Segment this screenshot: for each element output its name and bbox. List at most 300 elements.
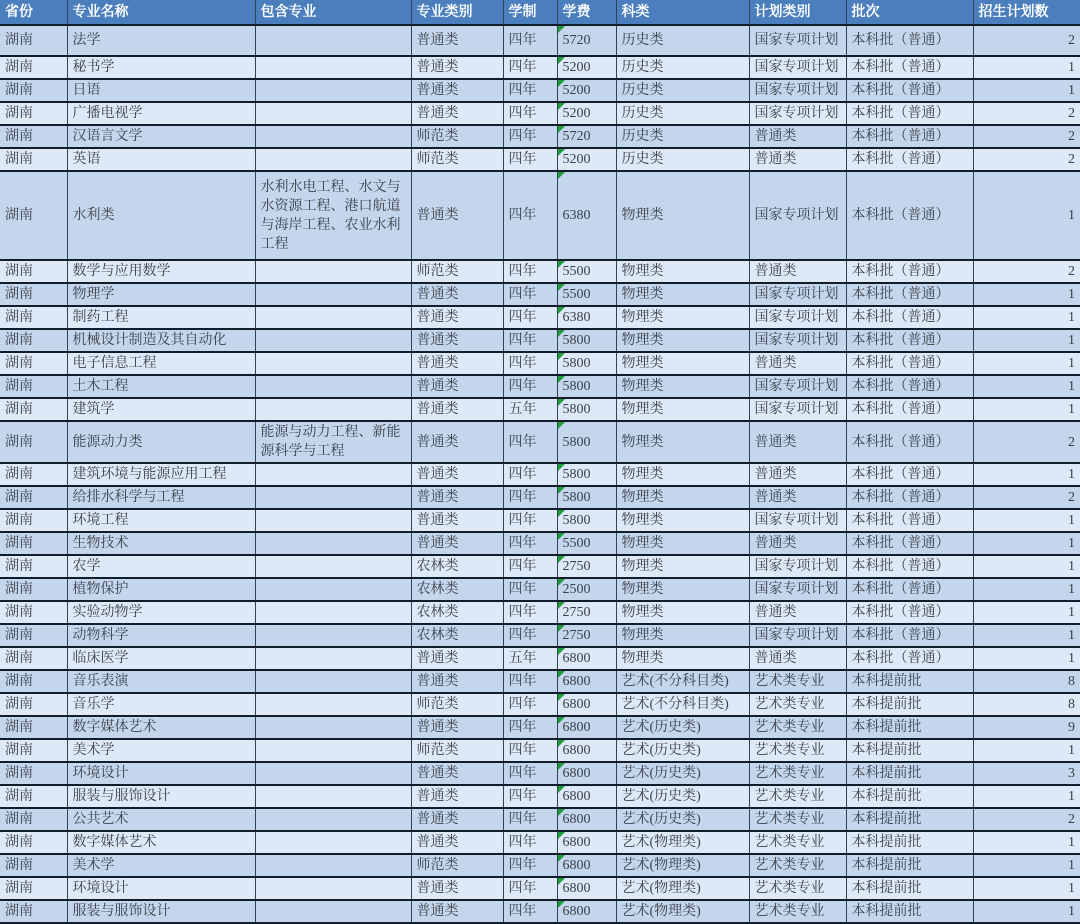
cell-included[interactable] bbox=[255, 306, 411, 329]
cell-province[interactable]: 湖南 bbox=[0, 102, 67, 125]
cell-subject[interactable]: 物理类 bbox=[616, 486, 749, 509]
cell-plan_type[interactable]: 艺术类专业 bbox=[749, 670, 846, 693]
cell-duration[interactable]: 四年 bbox=[503, 808, 557, 831]
cell-category[interactable]: 普通类 bbox=[411, 375, 503, 398]
cell-major[interactable]: 数字媒体艺术 bbox=[67, 716, 255, 739]
cell-fee[interactable]: 6800 bbox=[557, 808, 616, 831]
cell-included[interactable] bbox=[255, 375, 411, 398]
cell-category[interactable]: 普通类 bbox=[411, 532, 503, 555]
cell-category[interactable]: 农林类 bbox=[411, 555, 503, 578]
cell-province[interactable]: 湖南 bbox=[0, 693, 67, 716]
cell-plan_type[interactable]: 艺术类专业 bbox=[749, 716, 846, 739]
cell-subject[interactable]: 物理类 bbox=[616, 509, 749, 532]
cell-plan_type[interactable]: 艺术类专业 bbox=[749, 808, 846, 831]
cell-major[interactable]: 日语 bbox=[67, 79, 255, 102]
cell-province[interactable]: 湖南 bbox=[0, 25, 67, 56]
cell-fee[interactable]: 5200 bbox=[557, 148, 616, 171]
cell-subject[interactable]: 物理类 bbox=[616, 421, 749, 463]
cell-count[interactable]: 1 bbox=[973, 624, 1080, 647]
cell-category[interactable]: 普通类 bbox=[411, 352, 503, 375]
cell-batch[interactable]: 本科批（普通） bbox=[846, 171, 973, 260]
cell-subject[interactable]: 艺术(不分科目类) bbox=[616, 670, 749, 693]
cell-province[interactable]: 湖南 bbox=[0, 555, 67, 578]
cell-major[interactable]: 法学 bbox=[67, 25, 255, 56]
cell-province[interactable]: 湖南 bbox=[0, 306, 67, 329]
cell-province[interactable]: 湖南 bbox=[0, 808, 67, 831]
cell-included[interactable] bbox=[255, 283, 411, 306]
cell-duration[interactable]: 四年 bbox=[503, 329, 557, 352]
cell-subject[interactable]: 艺术(历史类) bbox=[616, 739, 749, 762]
cell-included[interactable] bbox=[255, 578, 411, 601]
cell-province[interactable]: 湖南 bbox=[0, 486, 67, 509]
cell-province[interactable]: 湖南 bbox=[0, 532, 67, 555]
cell-plan_type[interactable]: 国家专项计划 bbox=[749, 102, 846, 125]
cell-category[interactable]: 普通类 bbox=[411, 25, 503, 56]
cell-batch[interactable]: 本科批（普通） bbox=[846, 25, 973, 56]
cell-batch[interactable]: 本科批（普通） bbox=[846, 647, 973, 670]
cell-category[interactable]: 普通类 bbox=[411, 900, 503, 923]
cell-province[interactable]: 湖南 bbox=[0, 79, 67, 102]
cell-province[interactable]: 湖南 bbox=[0, 171, 67, 260]
cell-count[interactable]: 9 bbox=[973, 716, 1080, 739]
cell-batch[interactable]: 本科提前批 bbox=[846, 854, 973, 877]
cell-province[interactable]: 湖南 bbox=[0, 148, 67, 171]
cell-major[interactable]: 机械设计制造及其自动化 bbox=[67, 329, 255, 352]
cell-count[interactable]: 1 bbox=[973, 352, 1080, 375]
cell-category[interactable]: 普通类 bbox=[411, 808, 503, 831]
cell-included[interactable] bbox=[255, 877, 411, 900]
cell-batch[interactable]: 本科批（普通） bbox=[846, 102, 973, 125]
cell-count[interactable]: 1 bbox=[973, 854, 1080, 877]
cell-fee[interactable]: 6800 bbox=[557, 739, 616, 762]
cell-major[interactable]: 临床医学 bbox=[67, 647, 255, 670]
cell-batch[interactable]: 本科批（普通） bbox=[846, 260, 973, 283]
cell-category[interactable]: 普通类 bbox=[411, 762, 503, 785]
cell-batch[interactable]: 本科提前批 bbox=[846, 785, 973, 808]
cell-plan_type[interactable]: 国家专项计划 bbox=[749, 509, 846, 532]
cell-province[interactable]: 湖南 bbox=[0, 352, 67, 375]
cell-major[interactable]: 音乐学 bbox=[67, 693, 255, 716]
cell-major[interactable]: 环境设计 bbox=[67, 877, 255, 900]
cell-duration[interactable]: 四年 bbox=[503, 283, 557, 306]
cell-category[interactable]: 普通类 bbox=[411, 283, 503, 306]
cell-plan_type[interactable]: 艺术类专业 bbox=[749, 831, 846, 854]
cell-major[interactable]: 环境工程 bbox=[67, 509, 255, 532]
cell-included[interactable] bbox=[255, 148, 411, 171]
cell-plan_type[interactable]: 国家专项计划 bbox=[749, 555, 846, 578]
cell-fee[interactable]: 5500 bbox=[557, 283, 616, 306]
cell-province[interactable]: 湖南 bbox=[0, 716, 67, 739]
cell-duration[interactable]: 四年 bbox=[503, 486, 557, 509]
cell-batch[interactable]: 本科批（普通） bbox=[846, 329, 973, 352]
cell-fee[interactable]: 6800 bbox=[557, 900, 616, 923]
cell-category[interactable]: 普通类 bbox=[411, 421, 503, 463]
cell-count[interactable]: 8 bbox=[973, 670, 1080, 693]
cell-subject[interactable]: 物理类 bbox=[616, 398, 749, 421]
cell-duration[interactable]: 四年 bbox=[503, 375, 557, 398]
cell-province[interactable]: 湖南 bbox=[0, 647, 67, 670]
cell-included[interactable] bbox=[255, 670, 411, 693]
cell-batch[interactable]: 本科提前批 bbox=[846, 670, 973, 693]
cell-category[interactable]: 普通类 bbox=[411, 831, 503, 854]
cell-duration[interactable]: 四年 bbox=[503, 555, 557, 578]
cell-plan_type[interactable]: 普通类 bbox=[749, 125, 846, 148]
cell-included[interactable] bbox=[255, 647, 411, 670]
cell-fee[interactable]: 2750 bbox=[557, 601, 616, 624]
cell-category[interactable]: 普通类 bbox=[411, 79, 503, 102]
cell-included[interactable] bbox=[255, 463, 411, 486]
cell-count[interactable]: 1 bbox=[973, 463, 1080, 486]
cell-category[interactable]: 普通类 bbox=[411, 785, 503, 808]
cell-plan_type[interactable]: 国家专项计划 bbox=[749, 79, 846, 102]
cell-count[interactable]: 2 bbox=[973, 148, 1080, 171]
cell-batch[interactable]: 本科批（普通） bbox=[846, 375, 973, 398]
cell-province[interactable]: 湖南 bbox=[0, 509, 67, 532]
cell-batch[interactable]: 本科批（普通） bbox=[846, 306, 973, 329]
cell-province[interactable]: 湖南 bbox=[0, 329, 67, 352]
cell-included[interactable] bbox=[255, 398, 411, 421]
cell-batch[interactable]: 本科提前批 bbox=[846, 831, 973, 854]
cell-duration[interactable]: 四年 bbox=[503, 25, 557, 56]
cell-fee[interactable]: 5200 bbox=[557, 102, 616, 125]
cell-province[interactable]: 湖南 bbox=[0, 260, 67, 283]
cell-major[interactable]: 建筑学 bbox=[67, 398, 255, 421]
cell-major[interactable]: 服装与服饰设计 bbox=[67, 785, 255, 808]
cell-subject[interactable]: 物理类 bbox=[616, 647, 749, 670]
cell-category[interactable]: 普通类 bbox=[411, 56, 503, 79]
cell-fee[interactable]: 5800 bbox=[557, 329, 616, 352]
cell-batch[interactable]: 本科批（普通） bbox=[846, 486, 973, 509]
cell-duration[interactable]: 四年 bbox=[503, 762, 557, 785]
cell-included[interactable] bbox=[255, 555, 411, 578]
cell-count[interactable]: 1 bbox=[973, 785, 1080, 808]
cell-fee[interactable]: 5500 bbox=[557, 260, 616, 283]
cell-category[interactable]: 普通类 bbox=[411, 716, 503, 739]
cell-province[interactable]: 湖南 bbox=[0, 375, 67, 398]
cell-duration[interactable]: 五年 bbox=[503, 398, 557, 421]
cell-duration[interactable]: 四年 bbox=[503, 79, 557, 102]
cell-plan_type[interactable]: 国家专项计划 bbox=[749, 283, 846, 306]
cell-duration[interactable]: 四年 bbox=[503, 532, 557, 555]
cell-province[interactable]: 湖南 bbox=[0, 421, 67, 463]
cell-fee[interactable]: 5720 bbox=[557, 125, 616, 148]
cell-batch[interactable]: 本科提前批 bbox=[846, 762, 973, 785]
cell-batch[interactable]: 本科批（普通） bbox=[846, 601, 973, 624]
cell-category[interactable]: 普通类 bbox=[411, 102, 503, 125]
cell-major[interactable]: 电子信息工程 bbox=[67, 352, 255, 375]
cell-province[interactable]: 湖南 bbox=[0, 601, 67, 624]
cell-province[interactable]: 湖南 bbox=[0, 900, 67, 923]
cell-major[interactable]: 建筑环境与能源应用工程 bbox=[67, 463, 255, 486]
cell-included[interactable] bbox=[255, 624, 411, 647]
cell-province[interactable]: 湖南 bbox=[0, 578, 67, 601]
cell-count[interactable]: 2 bbox=[973, 421, 1080, 463]
cell-province[interactable]: 湖南 bbox=[0, 283, 67, 306]
cell-province[interactable]: 湖南 bbox=[0, 624, 67, 647]
cell-duration[interactable]: 四年 bbox=[503, 463, 557, 486]
cell-category[interactable]: 普通类 bbox=[411, 647, 503, 670]
cell-fee[interactable]: 6800 bbox=[557, 831, 616, 854]
cell-included[interactable]: 能源与动力工程、新能源科学与工程 bbox=[255, 421, 411, 463]
cell-duration[interactable]: 四年 bbox=[503, 716, 557, 739]
cell-major[interactable]: 水利类 bbox=[67, 171, 255, 260]
cell-fee[interactable]: 2750 bbox=[557, 624, 616, 647]
cell-fee[interactable]: 5500 bbox=[557, 532, 616, 555]
cell-category[interactable]: 普通类 bbox=[411, 877, 503, 900]
cell-batch[interactable]: 本科提前批 bbox=[846, 877, 973, 900]
cell-subject[interactable]: 艺术(历史类) bbox=[616, 762, 749, 785]
cell-subject[interactable]: 艺术(物理类) bbox=[616, 854, 749, 877]
cell-major[interactable]: 广播电视学 bbox=[67, 102, 255, 125]
cell-major[interactable]: 公共艺术 bbox=[67, 808, 255, 831]
cell-count[interactable]: 1 bbox=[973, 877, 1080, 900]
cell-subject[interactable]: 历史类 bbox=[616, 25, 749, 56]
cell-subject[interactable]: 艺术(历史类) bbox=[616, 808, 749, 831]
cell-major[interactable]: 能源动力类 bbox=[67, 421, 255, 463]
cell-plan_type[interactable]: 普通类 bbox=[749, 463, 846, 486]
cell-major[interactable]: 数学与应用数学 bbox=[67, 260, 255, 283]
cell-province[interactable]: 湖南 bbox=[0, 831, 67, 854]
cell-duration[interactable]: 四年 bbox=[503, 171, 557, 260]
cell-subject[interactable]: 物理类 bbox=[616, 375, 749, 398]
cell-major[interactable]: 物理学 bbox=[67, 283, 255, 306]
cell-batch[interactable]: 本科批（普通） bbox=[846, 56, 973, 79]
cell-plan_type[interactable]: 普通类 bbox=[749, 486, 846, 509]
cell-plan_type[interactable]: 国家专项计划 bbox=[749, 171, 846, 260]
cell-count[interactable]: 1 bbox=[973, 329, 1080, 352]
cell-count[interactable]: 1 bbox=[973, 283, 1080, 306]
cell-duration[interactable]: 四年 bbox=[503, 624, 557, 647]
cell-subject[interactable]: 物理类 bbox=[616, 352, 749, 375]
cell-category[interactable]: 普通类 bbox=[411, 329, 503, 352]
cell-duration[interactable]: 四年 bbox=[503, 352, 557, 375]
cell-batch[interactable]: 本科批（普通） bbox=[846, 463, 973, 486]
cell-plan_type[interactable]: 国家专项计划 bbox=[749, 306, 846, 329]
cell-included[interactable] bbox=[255, 352, 411, 375]
cell-fee[interactable]: 6800 bbox=[557, 670, 616, 693]
cell-subject[interactable]: 艺术(历史类) bbox=[616, 716, 749, 739]
cell-fee[interactable]: 5800 bbox=[557, 421, 616, 463]
cell-duration[interactable]: 四年 bbox=[503, 260, 557, 283]
cell-included[interactable]: 水利水电工程、水文与水资源工程、港口航道与海岸工程、农业水利工程 bbox=[255, 171, 411, 260]
cell-count[interactable]: 1 bbox=[973, 578, 1080, 601]
cell-plan_type[interactable]: 艺术类专业 bbox=[749, 762, 846, 785]
cell-count[interactable]: 1 bbox=[973, 555, 1080, 578]
cell-duration[interactable]: 四年 bbox=[503, 306, 557, 329]
cell-fee[interactable]: 5800 bbox=[557, 463, 616, 486]
cell-included[interactable] bbox=[255, 329, 411, 352]
cell-major[interactable]: 美术学 bbox=[67, 854, 255, 877]
cell-plan_type[interactable]: 国家专项计划 bbox=[749, 578, 846, 601]
cell-included[interactable] bbox=[255, 831, 411, 854]
cell-category[interactable]: 普通类 bbox=[411, 670, 503, 693]
cell-plan_type[interactable]: 国家专项计划 bbox=[749, 56, 846, 79]
cell-plan_type[interactable]: 普通类 bbox=[749, 532, 846, 555]
cell-duration[interactable]: 四年 bbox=[503, 854, 557, 877]
cell-subject[interactable]: 历史类 bbox=[616, 148, 749, 171]
cell-subject[interactable]: 艺术(物理类) bbox=[616, 900, 749, 923]
cell-category[interactable]: 普通类 bbox=[411, 509, 503, 532]
cell-subject[interactable]: 物理类 bbox=[616, 532, 749, 555]
cell-included[interactable] bbox=[255, 762, 411, 785]
cell-subject[interactable]: 物理类 bbox=[616, 283, 749, 306]
cell-count[interactable]: 2 bbox=[973, 808, 1080, 831]
cell-count[interactable]: 2 bbox=[973, 486, 1080, 509]
cell-category[interactable]: 普通类 bbox=[411, 463, 503, 486]
cell-category[interactable]: 农林类 bbox=[411, 624, 503, 647]
cell-category[interactable]: 师范类 bbox=[411, 148, 503, 171]
cell-count[interactable]: 3 bbox=[973, 762, 1080, 785]
cell-fee[interactable]: 5800 bbox=[557, 352, 616, 375]
cell-plan_type[interactable]: 艺术类专业 bbox=[749, 854, 846, 877]
cell-subject[interactable]: 物理类 bbox=[616, 555, 749, 578]
cell-included[interactable] bbox=[255, 785, 411, 808]
cell-province[interactable]: 湖南 bbox=[0, 125, 67, 148]
cell-duration[interactable]: 四年 bbox=[503, 785, 557, 808]
cell-fee[interactable]: 5800 bbox=[557, 509, 616, 532]
cell-duration[interactable]: 四年 bbox=[503, 601, 557, 624]
cell-included[interactable] bbox=[255, 900, 411, 923]
cell-major[interactable]: 环境设计 bbox=[67, 762, 255, 785]
cell-subject[interactable]: 物理类 bbox=[616, 624, 749, 647]
cell-province[interactable]: 湖南 bbox=[0, 670, 67, 693]
cell-batch[interactable]: 本科批（普通） bbox=[846, 509, 973, 532]
cell-major[interactable]: 给排水科学与工程 bbox=[67, 486, 255, 509]
cell-fee[interactable]: 6800 bbox=[557, 854, 616, 877]
cell-plan_type[interactable]: 国家专项计划 bbox=[749, 398, 846, 421]
cell-category[interactable]: 师范类 bbox=[411, 260, 503, 283]
cell-category[interactable]: 普通类 bbox=[411, 171, 503, 260]
cell-subject[interactable]: 艺术(物理类) bbox=[616, 831, 749, 854]
cell-duration[interactable]: 四年 bbox=[503, 739, 557, 762]
cell-subject[interactable]: 艺术(物理类) bbox=[616, 877, 749, 900]
cell-subject[interactable]: 历史类 bbox=[616, 79, 749, 102]
cell-count[interactable]: 1 bbox=[973, 601, 1080, 624]
cell-included[interactable] bbox=[255, 693, 411, 716]
cell-batch[interactable]: 本科批（普通） bbox=[846, 398, 973, 421]
cell-fee[interactable]: 5200 bbox=[557, 79, 616, 102]
cell-batch[interactable]: 本科批（普通） bbox=[846, 283, 973, 306]
cell-major[interactable]: 服装与服饰设计 bbox=[67, 900, 255, 923]
cell-subject[interactable]: 物理类 bbox=[616, 306, 749, 329]
cell-plan_type[interactable]: 普通类 bbox=[749, 260, 846, 283]
cell-category[interactable]: 师范类 bbox=[411, 739, 503, 762]
cell-subject[interactable]: 艺术(历史类) bbox=[616, 785, 749, 808]
cell-subject[interactable]: 物理类 bbox=[616, 601, 749, 624]
cell-major[interactable]: 土木工程 bbox=[67, 375, 255, 398]
cell-major[interactable]: 制药工程 bbox=[67, 306, 255, 329]
cell-province[interactable]: 湖南 bbox=[0, 56, 67, 79]
cell-batch[interactable]: 本科提前批 bbox=[846, 808, 973, 831]
cell-duration[interactable]: 四年 bbox=[503, 670, 557, 693]
cell-major[interactable]: 农学 bbox=[67, 555, 255, 578]
cell-duration[interactable]: 四年 bbox=[503, 877, 557, 900]
cell-duration[interactable]: 四年 bbox=[503, 509, 557, 532]
cell-plan_type[interactable]: 国家专项计划 bbox=[749, 624, 846, 647]
cell-fee[interactable]: 5800 bbox=[557, 398, 616, 421]
cell-count[interactable]: 2 bbox=[973, 260, 1080, 283]
cell-major[interactable]: 美术学 bbox=[67, 739, 255, 762]
cell-fee[interactable]: 5720 bbox=[557, 25, 616, 56]
cell-count[interactable]: 1 bbox=[973, 739, 1080, 762]
cell-plan_type[interactable]: 艺术类专业 bbox=[749, 693, 846, 716]
cell-included[interactable] bbox=[255, 808, 411, 831]
cell-duration[interactable]: 四年 bbox=[503, 831, 557, 854]
cell-included[interactable] bbox=[255, 56, 411, 79]
cell-duration[interactable]: 四年 bbox=[503, 148, 557, 171]
cell-subject[interactable]: 物理类 bbox=[616, 260, 749, 283]
cell-major[interactable]: 英语 bbox=[67, 148, 255, 171]
cell-major[interactable]: 实验动物学 bbox=[67, 601, 255, 624]
cell-count[interactable]: 2 bbox=[973, 102, 1080, 125]
cell-category[interactable]: 普通类 bbox=[411, 306, 503, 329]
cell-duration[interactable]: 四年 bbox=[503, 578, 557, 601]
cell-major[interactable]: 数字媒体艺术 bbox=[67, 831, 255, 854]
cell-category[interactable]: 师范类 bbox=[411, 125, 503, 148]
cell-count[interactable]: 1 bbox=[973, 532, 1080, 555]
cell-category[interactable]: 普通类 bbox=[411, 398, 503, 421]
cell-included[interactable] bbox=[255, 601, 411, 624]
cell-included[interactable] bbox=[255, 716, 411, 739]
cell-count[interactable]: 1 bbox=[973, 79, 1080, 102]
cell-plan_type[interactable]: 国家专项计划 bbox=[749, 329, 846, 352]
cell-fee[interactable]: 5800 bbox=[557, 486, 616, 509]
cell-batch[interactable]: 本科批（普通） bbox=[846, 555, 973, 578]
cell-major[interactable]: 生物技术 bbox=[67, 532, 255, 555]
cell-included[interactable] bbox=[255, 532, 411, 555]
cell-duration[interactable]: 五年 bbox=[503, 647, 557, 670]
cell-count[interactable]: 1 bbox=[973, 56, 1080, 79]
cell-fee[interactable]: 6380 bbox=[557, 306, 616, 329]
cell-major[interactable]: 音乐表演 bbox=[67, 670, 255, 693]
cell-count[interactable]: 2 bbox=[973, 125, 1080, 148]
cell-count[interactable]: 2 bbox=[973, 25, 1080, 56]
cell-duration[interactable]: 四年 bbox=[503, 900, 557, 923]
cell-batch[interactable]: 本科批（普通） bbox=[846, 148, 973, 171]
cell-plan_type[interactable]: 国家专项计划 bbox=[749, 375, 846, 398]
cell-category[interactable]: 师范类 bbox=[411, 693, 503, 716]
cell-fee[interactable]: 6380 bbox=[557, 171, 616, 260]
cell-plan_type[interactable]: 普通类 bbox=[749, 647, 846, 670]
cell-count[interactable]: 1 bbox=[973, 900, 1080, 923]
cell-plan_type[interactable]: 普通类 bbox=[749, 148, 846, 171]
cell-duration[interactable]: 四年 bbox=[503, 421, 557, 463]
cell-included[interactable] bbox=[255, 79, 411, 102]
cell-fee[interactable]: 6800 bbox=[557, 877, 616, 900]
cell-batch[interactable]: 本科批（普通） bbox=[846, 624, 973, 647]
cell-category[interactable]: 农林类 bbox=[411, 578, 503, 601]
cell-count[interactable]: 1 bbox=[973, 306, 1080, 329]
cell-count[interactable]: 1 bbox=[973, 398, 1080, 421]
cell-count[interactable]: 1 bbox=[973, 171, 1080, 260]
cell-batch[interactable]: 本科提前批 bbox=[846, 739, 973, 762]
cell-batch[interactable]: 本科提前批 bbox=[846, 693, 973, 716]
cell-subject[interactable]: 物理类 bbox=[616, 171, 749, 260]
cell-count[interactable]: 8 bbox=[973, 693, 1080, 716]
cell-province[interactable]: 湖南 bbox=[0, 463, 67, 486]
cell-duration[interactable]: 四年 bbox=[503, 102, 557, 125]
cell-province[interactable]: 湖南 bbox=[0, 785, 67, 808]
cell-included[interactable] bbox=[255, 102, 411, 125]
cell-subject[interactable]: 物理类 bbox=[616, 329, 749, 352]
cell-count[interactable]: 1 bbox=[973, 509, 1080, 532]
cell-duration[interactable]: 四年 bbox=[503, 125, 557, 148]
cell-batch[interactable]: 本科批（普通） bbox=[846, 79, 973, 102]
cell-category[interactable]: 普通类 bbox=[411, 486, 503, 509]
cell-fee[interactable]: 5200 bbox=[557, 56, 616, 79]
cell-included[interactable] bbox=[255, 486, 411, 509]
cell-subject[interactable]: 历史类 bbox=[616, 56, 749, 79]
